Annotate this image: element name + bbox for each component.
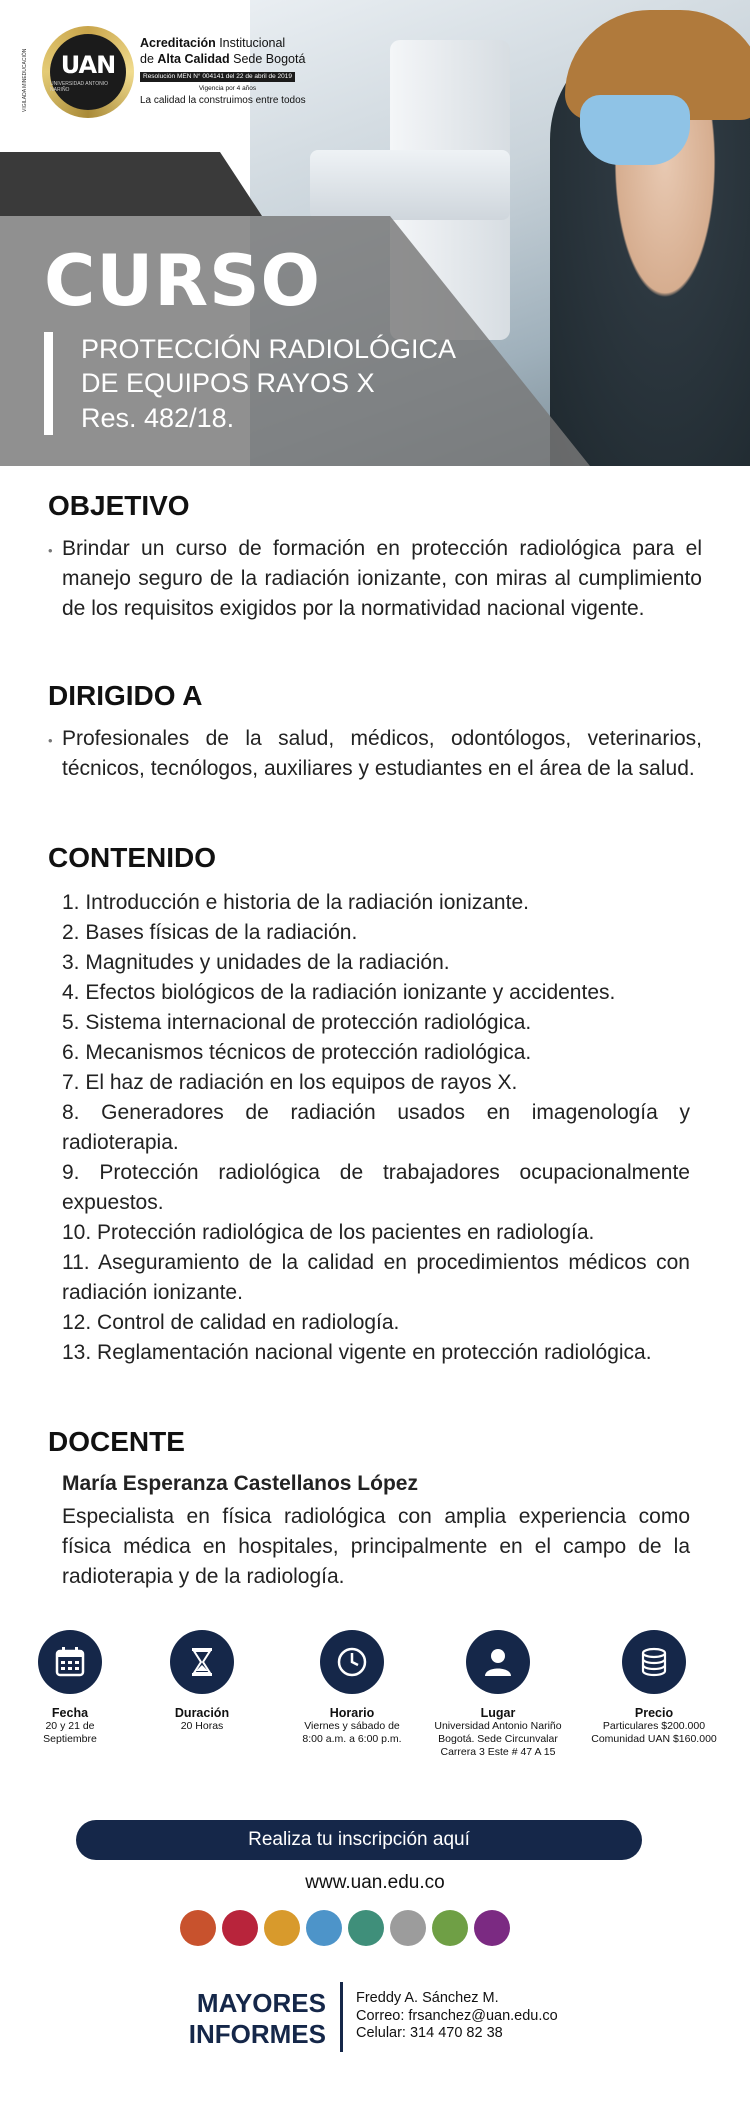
objetivo-text: Brindar un curso de formación en protección radiológica para el manejo seguro de la radiación ionizante, con miras al cumplimiento de los requisitos exigidos por la normatividad nacional vigente. (62, 537, 702, 620)
uan-logo-subtext: UNIVERSIDAD ANTONIO NARIÑO (50, 81, 108, 93)
vigilada-label: VIGILADA MINEDUCACIÓN (22, 48, 28, 112)
hourglass-icon (170, 1630, 234, 1694)
coins-icon (622, 1630, 686, 1694)
uan-logo-inner (50, 34, 126, 110)
bullet-icon: • (48, 543, 53, 558)
contenido-heading: CONTENIDO (48, 842, 216, 873)
contenido-list (62, 888, 690, 1368)
info-fecha (20, 1630, 120, 1746)
fecha-label: Fecha (51, 1706, 89, 1720)
dirigido-text: Profesionales de la salud, médicos, odontólogos, veterinarios, técnicos, tecnólogos, auxiliares y estudiantes en el área de la salud. (62, 727, 702, 780)
horario-label: Horario (329, 1706, 375, 1720)
bullet-icon: • (48, 733, 53, 748)
info-horario (290, 1630, 414, 1746)
hero-banner (0, 0, 750, 466)
duracion-label: Duración (174, 1706, 230, 1720)
color-dot (180, 1910, 216, 1946)
course-title-line3: Res. 482/18. (81, 402, 235, 433)
list-item: 11. Aseguramiento de la calidad en procedimientos médicos con radiación ionizante. (62, 1251, 690, 1304)
color-dot (306, 1910, 342, 1946)
precio-detail: Particulares $200.000 Comunidad UAN $160.000 (591, 1720, 717, 1746)
uan-logo-block (22, 22, 322, 118)
xray-arm-shape (310, 150, 510, 220)
uan-logo-text: UAN (60, 51, 116, 79)
list-item: 12. Control de calidad en radiología. (62, 1311, 400, 1334)
docente-heading: DOCENTE (48, 1426, 185, 1457)
horario-detail: Viernes y sábado de 8:00 a.m. a 6:00 p.m. (302, 1720, 402, 1746)
vigencia-text: Vigencia por 4 años (198, 84, 257, 92)
dark-band (0, 152, 262, 216)
list-item: 8. Generadores de radiación usados en imagenología y radioterapia. (62, 1101, 690, 1154)
objetivo-heading: OBJETIVO (48, 490, 190, 521)
fecha-detail: 20 y 21 de Septiembre (43, 1720, 97, 1746)
info-lugar (424, 1630, 572, 1759)
color-dot (474, 1910, 510, 1946)
resolution-badge: Resolución MEN N° 004141 del 22 de abril de 2019 (140, 72, 295, 82)
list-item: 13. Reglamentación nacional vigente en protección radiológica. (62, 1341, 652, 1364)
dirigido-heading: DIRIGIDO A (48, 680, 203, 711)
lugar-detail: Universidad Antonio Nariño Bogotá. Sede Circunvalar Carrera 3 Este # 47 A 15 (434, 1720, 562, 1759)
mayores-informes-heading: MAYORES INFORMES (188, 1988, 326, 2049)
contact-phone[interactable]: Celular: 314 470 82 38 (356, 2025, 503, 2042)
color-dot (264, 1910, 300, 1946)
list-item: 7. El haz de radiación en los equipos de rayos X. (62, 1071, 518, 1094)
color-dots-row (180, 1910, 510, 1946)
calendar-icon (38, 1630, 102, 1694)
person-icon (466, 1630, 530, 1694)
docente-name: María Esperanza Castellanos López (62, 1472, 418, 1495)
list-item: 9. Protección radiológica de trabajadores ocupacionalmente expuestos. (62, 1161, 690, 1214)
list-item: 6. Mecanismos técnicos de protección radiológica. (62, 1041, 532, 1064)
duracion-detail: 20 Horas (180, 1720, 224, 1732)
list-item: 5. Sistema internacional de protección radiológica. (62, 1011, 532, 1034)
contact-name: Freddy A. Sánchez M. (356, 1990, 499, 2006)
list-item: 1. Introducción e historia de la radiación ionizante. (62, 891, 529, 914)
clock-icon (320, 1630, 384, 1694)
accreditation-line1: Acreditación Institucional (140, 36, 286, 50)
contact-email[interactable]: Correo: frsanchez@uan.edu.co (356, 2007, 558, 2024)
list-item: 10. Protección radiológica de los pacientes en radiología. (62, 1221, 595, 1244)
color-dot (222, 1910, 258, 1946)
register-button[interactable]: Realiza tu inscripción aquí (76, 1820, 642, 1860)
contact-divider (340, 1982, 343, 2052)
color-dot (432, 1910, 468, 1946)
info-precio (582, 1630, 726, 1746)
course-title-line1: PROTECCIÓN RADIOLÓGICA (81, 334, 457, 364)
course-title (44, 332, 456, 435)
website-link[interactable]: www.uan.edu.co (305, 1872, 445, 1893)
course-title-line2: DE EQUIPOS RAYOS X (81, 368, 375, 399)
dirigido-paragraph (48, 724, 702, 784)
list-item: 3. Magnitudes y unidades de la radiación. (62, 951, 450, 974)
color-dot (390, 1910, 426, 1946)
info-duracion (152, 1630, 252, 1733)
contact-info (356, 1990, 558, 2043)
precio-label: Precio (634, 1706, 674, 1720)
slogan-text: La calidad la construimos entre todos (140, 95, 306, 106)
technician-mask (580, 95, 690, 165)
uan-logo (42, 26, 134, 118)
lugar-label: Lugar (480, 1706, 516, 1720)
color-dot (348, 1910, 384, 1946)
accreditation-text (140, 36, 340, 108)
docente-description: Especialista en física radiológica con amplia experiencia como física médica en hospitales, principalmente en el campo de la radioterapia y de la radiología. (62, 1505, 690, 1588)
curso-heading: CURSO (44, 240, 322, 322)
list-item: 2. Bases físicas de la radiación. (62, 921, 358, 944)
list-item: 4. Efectos biológicos de la radiación ionizante y accidentes. (62, 981, 616, 1004)
accreditation-line2: de Alta Calidad Sede Bogotá (140, 51, 306, 66)
objetivo-paragraph (48, 534, 702, 624)
